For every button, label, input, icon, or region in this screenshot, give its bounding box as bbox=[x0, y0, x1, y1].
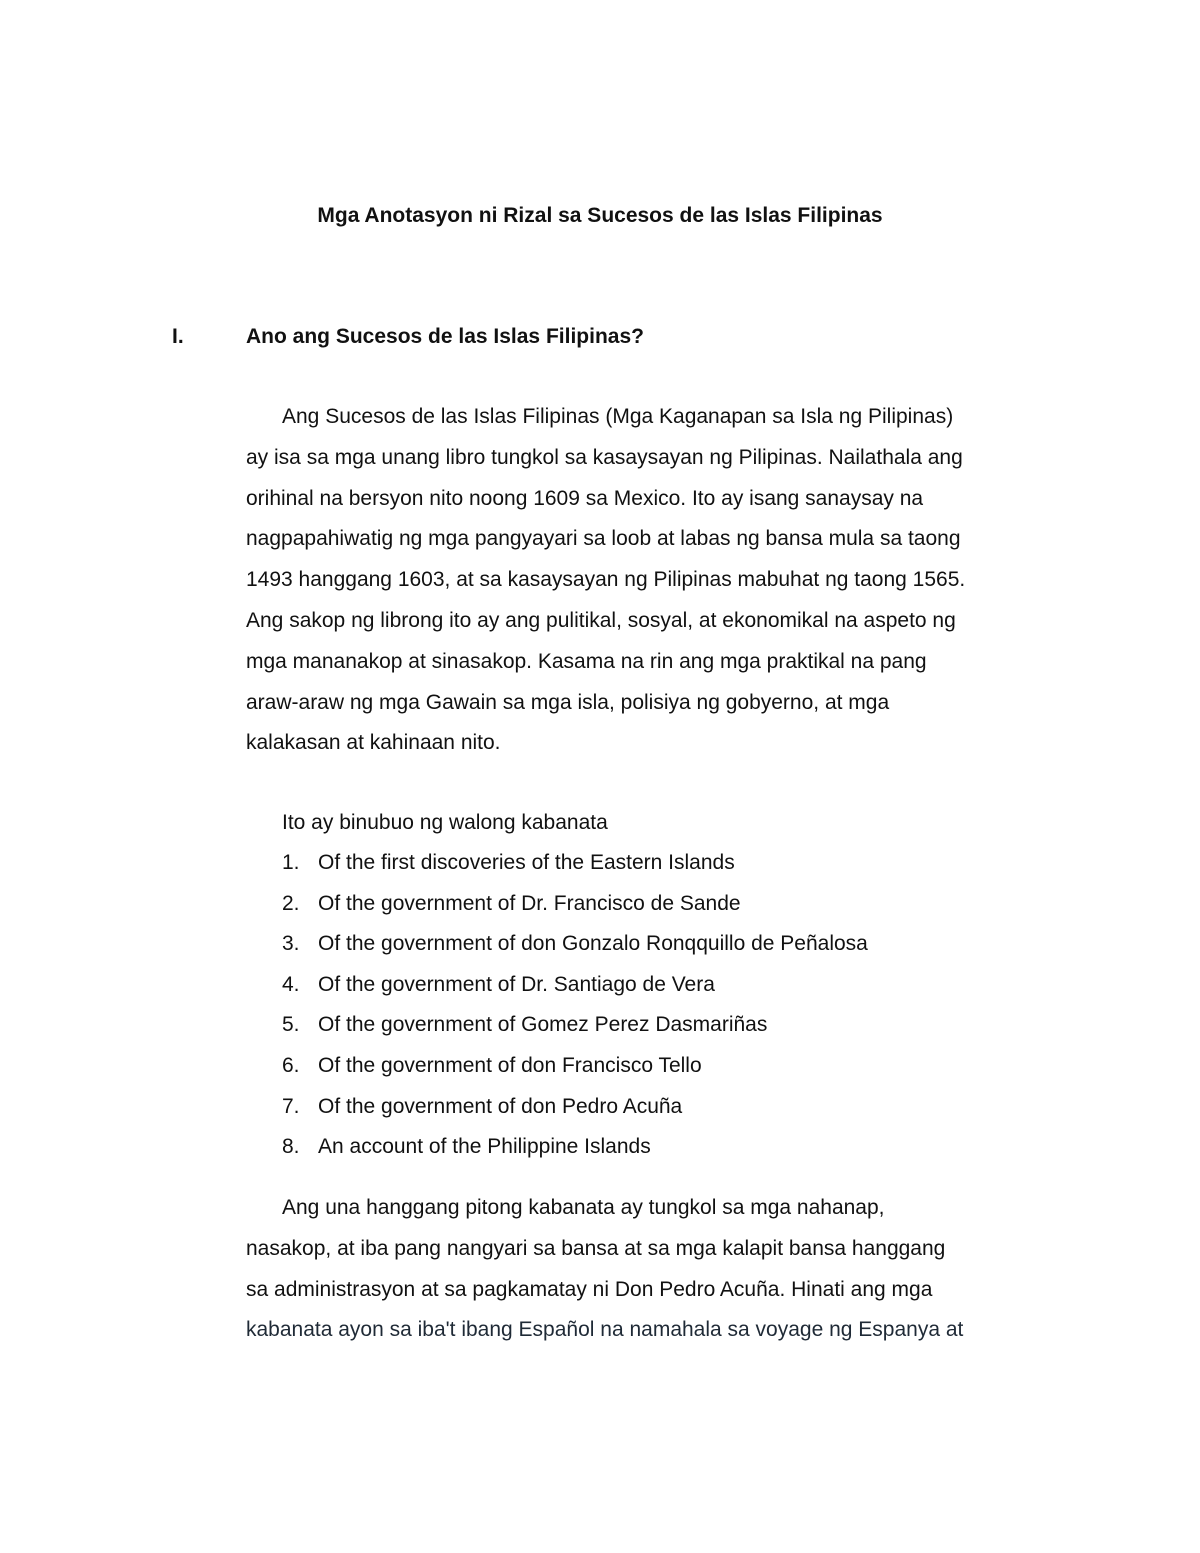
paragraph-line: araw-araw ng mga Gawain sa mga isla, polisiya ng gobyerno, at mga bbox=[246, 690, 890, 714]
list-item-number: 7. bbox=[282, 1094, 300, 1118]
paragraph-line: mga mananakop at sinasakop. Kasama na rin ang mga praktikal na pang bbox=[246, 649, 927, 673]
paragraph-line: kalakasan at kahinaan nito. bbox=[246, 731, 501, 755]
section-number: I. bbox=[172, 325, 184, 348]
list-item bbox=[282, 1046, 868, 1087]
paragraph-line: kabanata ayon sa iba't ibang Español na namahala sa voyage ng Espanya at bbox=[246, 1318, 964, 1342]
paragraph-line: orihinal na bersyon nito noong 1609 sa Mexico. Ito ay isang sanaysay na bbox=[246, 486, 924, 510]
paragraph-line: 1493 hanggang 1603, at sa kasaysayan ng Pilipinas mabuhat ng taong 1565. bbox=[246, 568, 966, 592]
chapter-list-intro: Ito ay binubuo ng walong kabanata bbox=[282, 811, 608, 834]
list-item-text: Of the government of don Pedro Acuña bbox=[318, 1094, 683, 1118]
list-item-number: 1. bbox=[282, 851, 300, 874]
list-item-number: 2. bbox=[282, 891, 300, 915]
list-item-number: 4. bbox=[282, 972, 300, 996]
section-heading: Ano ang Sucesos de las Islas Filipinas? bbox=[246, 325, 644, 348]
summary-paragraph bbox=[246, 1188, 1126, 1351]
list-item-text: Of the government of Dr. Francisco de Sande bbox=[318, 891, 741, 915]
paragraph-line: ay isa sa mga unang libro tungkol sa kasaysayan ng Pilipinas. Nailathala ang bbox=[246, 445, 963, 469]
list-item bbox=[282, 965, 868, 1006]
list-item bbox=[282, 843, 868, 884]
list-item bbox=[282, 1005, 868, 1046]
list-item-text: An account of the Philippine Islands bbox=[318, 1135, 651, 1159]
list-item-text: Of the government of don Gonzalo Ronqquillo de Peñalosa bbox=[318, 932, 868, 956]
paragraph-line: Ang Sucesos de las Islas Filipinas (Mga Kaganapan sa Isla ng Pilipinas) bbox=[282, 405, 954, 428]
list-item-text: Of the government of Gomez Perez Dasmariñas bbox=[318, 1013, 768, 1037]
paragraph-line: sa administrasyon at sa pagkamatay ni Don Pedro Acuña. Hinati ang mga bbox=[246, 1277, 933, 1301]
list-item bbox=[282, 1127, 868, 1168]
list-item bbox=[282, 884, 868, 925]
paragraph-line: nasakop, at iba pang nangyari sa bansa at sa mga kalapit bansa hanggang bbox=[246, 1236, 946, 1260]
list-item-text: Of the government of Dr. Santiago de Vera bbox=[318, 972, 715, 996]
list-item-text: Of the government of don Francisco Tello bbox=[318, 1053, 702, 1077]
list-item bbox=[282, 924, 868, 965]
list-item-number: 6. bbox=[282, 1053, 300, 1077]
paragraph-line: Ang una hanggang pitong kabanata ay tungkol sa mga nahanap, bbox=[282, 1196, 885, 1219]
paragraph-line: Ang sakop ng librong ito ay ang pulitikal, sosyal, at ekonomikal na aspeto ng bbox=[246, 608, 956, 632]
list-item-text: Of the first discoveries of the Eastern Islands bbox=[318, 851, 735, 874]
list-item bbox=[282, 1087, 868, 1128]
list-item-number: 5. bbox=[282, 1013, 300, 1037]
list-item-number: 3. bbox=[282, 932, 300, 956]
intro-paragraph bbox=[246, 397, 1126, 764]
document-title: Mga Anotasyon ni Rizal sa Sucesos de las Islas Filipinas bbox=[317, 204, 883, 227]
list-item-number: 8. bbox=[282, 1135, 300, 1159]
chapter-list bbox=[282, 843, 868, 1168]
paragraph-line: nagpapahiwatig ng mga pangyayari sa loob at labas ng bansa mula sa taong bbox=[246, 527, 961, 551]
